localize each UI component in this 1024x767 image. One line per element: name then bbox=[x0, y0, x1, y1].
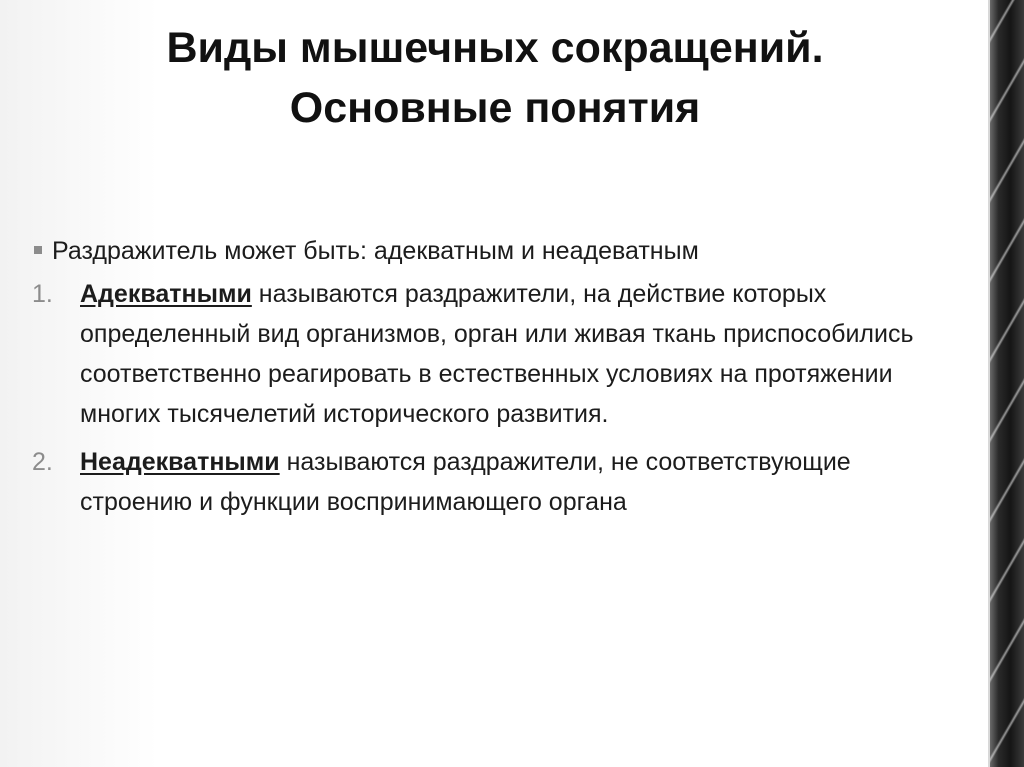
side-decoration-bar bbox=[988, 0, 1024, 767]
item-definition: называются раздражители, на действие которых определенный вид организмов, орган или живая ткань приспособились соответственно реагировать в естественных условиях на протяжении многих тысячелетий исторического развития. bbox=[80, 280, 914, 428]
item-term: Адекватными bbox=[80, 280, 252, 308]
slide-title bbox=[0, 18, 990, 138]
title-line-2: Основные понятия bbox=[289, 84, 701, 132]
item-term: Неадекватными bbox=[80, 448, 280, 476]
bullet-item bbox=[32, 232, 932, 270]
item-number: 2. bbox=[32, 448, 53, 476]
item-text bbox=[80, 442, 932, 522]
square-bullet-icon bbox=[34, 246, 42, 254]
item-definition: называются раздражители, не соответствующие строению и функции воспринимающего органа bbox=[80, 448, 851, 516]
title-line-1: Виды мышечных сокращений. bbox=[166, 24, 824, 72]
bullet-text: Раздражитель может быть: адекватным и неадеватным bbox=[52, 237, 699, 265]
item-text bbox=[80, 274, 932, 434]
item-number: 1. bbox=[32, 280, 53, 308]
numbered-item-1 bbox=[32, 274, 932, 434]
numbered-item-2 bbox=[32, 442, 932, 522]
slide-content bbox=[32, 232, 932, 530]
